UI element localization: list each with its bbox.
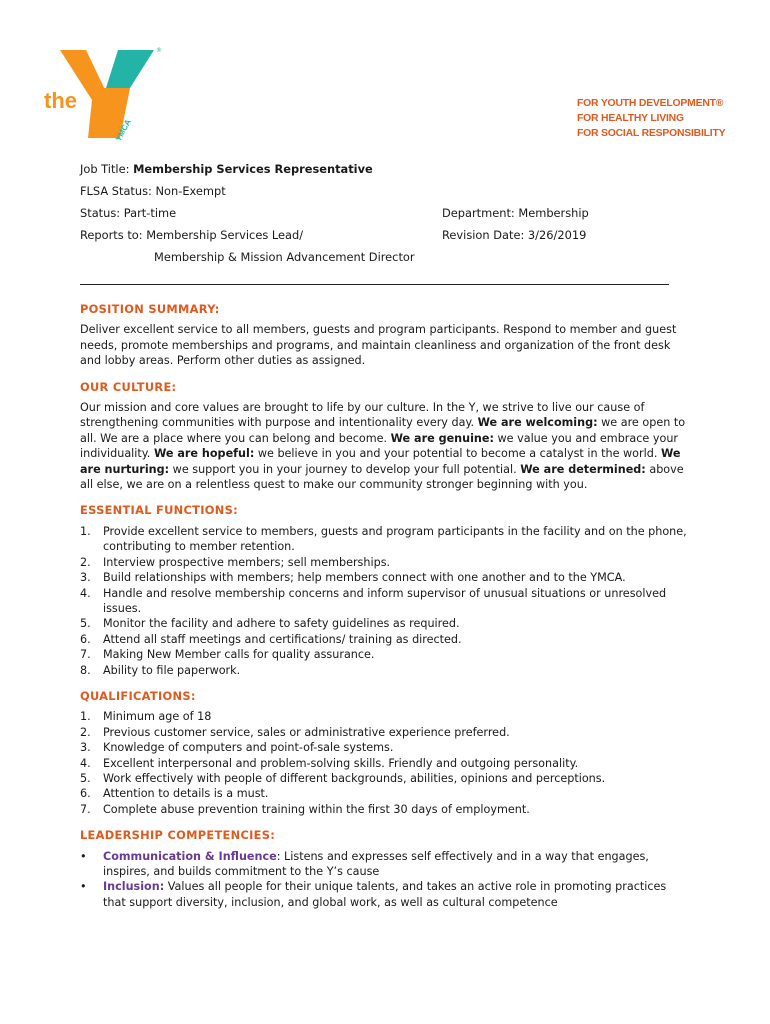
position-summary bbox=[80, 302, 690, 369]
list-item: 4. Handle and resolve membership concerns and inform supervisor of unusual situations or unresolved issues. bbox=[80, 586, 667, 615]
list-item: 5. Work effectively with people of different backgrounds, abilities, opinions and perceptions. bbox=[80, 771, 606, 785]
revision-date: Revision Date: 3/26/2019 bbox=[442, 228, 587, 242]
tagline-line: FOR HEALTHY LIVING bbox=[577, 113, 684, 124]
ymca-logo bbox=[40, 42, 170, 152]
flsa-status: FLSA Status: Non-Exempt bbox=[80, 184, 226, 198]
department: Department: Membership bbox=[442, 206, 589, 220]
leadership-competencies bbox=[80, 828, 690, 910]
summary-text: Deliver excellent service to all members, guests and program participants. Respond to member and guest needs, promote memberships and programs, and maintain cleanliness and organization of the front desk and lobby areas. Perform other duties as assigned. bbox=[80, 323, 677, 368]
functions-list bbox=[80, 524, 690, 678]
list-item: 7. Complete abuse prevention training within the first 30 days of employment. bbox=[80, 802, 530, 816]
logo-ymca-text: YMCA bbox=[113, 117, 133, 143]
essential-functions bbox=[80, 503, 690, 677]
our-culture bbox=[80, 380, 690, 493]
tagline bbox=[577, 96, 725, 141]
list-item: 6. Attend all staff meetings and certifications/ training as directed. bbox=[80, 632, 462, 646]
culture-text: Our mission and core values are brought to life by our culture. In the Y, we strive to live our cause of strengthening communities with purpose and intentionality every day. We are welcoming: we are open to all. We are a place where you can belong and become. We are genuine: we value you and embrace your individuality. We are hopeful: we believe in you and your potential to become a catalyst in the world. We are nurturing: we support you in your journey to develop your full potential. We are determined: above all else, we are on a relentless quest to make our community stronger beginning with you. bbox=[80, 401, 686, 492]
reports-to: Reports to: Membership Services Lead/ bbox=[80, 228, 304, 242]
job-description-body bbox=[80, 302, 690, 921]
list-item: 3. Build relationships with members; help members connect with one another and to the YMCA. bbox=[80, 571, 626, 585]
list-item: 2. Previous customer service, sales or administrative experience preferred. bbox=[80, 725, 510, 739]
qualifications-list bbox=[80, 709, 690, 817]
job-title: Job Title: Membership Services Representative bbox=[80, 162, 373, 176]
list-item: 2. Interview prospective members; sell memberships. bbox=[80, 555, 391, 569]
competencies-list bbox=[80, 849, 690, 911]
competency-item: • Inclusion: Values all people for their unique talents, and takes an active role in promoting practices that support diversity, inclusion, and global work, as well as cultural competence bbox=[80, 880, 667, 909]
list-item: 5. Monitor the facility and adhere to safety guidelines as required. bbox=[80, 617, 460, 631]
list-item: 1. Minimum age of 18 bbox=[80, 710, 212, 724]
competency-item: • Communication & Influence: Listens and expresses self effectively and in a way that engages, inspires, and builds commitment to the Y’s cause bbox=[80, 849, 649, 878]
section-heading: QUALIFICATIONS: bbox=[80, 688, 196, 703]
logo-registered: ® bbox=[156, 47, 162, 54]
list-item: 7. Making New Member calls for quality assurance. bbox=[80, 648, 375, 662]
logo-y-teal bbox=[106, 50, 154, 88]
list-item: 6. Attention to details is a must. bbox=[80, 787, 269, 801]
tagline-line: FOR YOUTH DEVELOPMENT® bbox=[577, 98, 724, 109]
list-item: 1. Provide excellent service to members, guests and program participants in the facility and on the phone, contributing to member retention. bbox=[80, 524, 687, 554]
divider bbox=[80, 284, 669, 285]
tagline-line: FOR SOCIAL RESPONSIBILITY bbox=[577, 128, 726, 139]
list-item: 8. Ability to file paperwork. bbox=[80, 663, 241, 677]
status: Status: Part-time bbox=[80, 206, 177, 220]
logo-the-text: the bbox=[44, 88, 77, 113]
qualifications bbox=[80, 689, 690, 817]
section-heading: LEADERSHIP COMPETENCIES: bbox=[80, 828, 276, 843]
section-heading: POSITION SUMMARY: bbox=[80, 302, 220, 316]
list-item: 4. Excellent interpersonal and problem-solving skills. Friendly and outgoing personality. bbox=[80, 756, 579, 770]
section-heading: ESSENTIAL FUNCTIONS: bbox=[80, 503, 238, 518]
section-heading: OUR CULTURE: bbox=[80, 379, 177, 394]
list-item: 3. Knowledge of computers and point-of-sale systems. bbox=[80, 741, 394, 755]
reports-to-continued: Membership & Mission Advancement Director bbox=[154, 250, 415, 264]
